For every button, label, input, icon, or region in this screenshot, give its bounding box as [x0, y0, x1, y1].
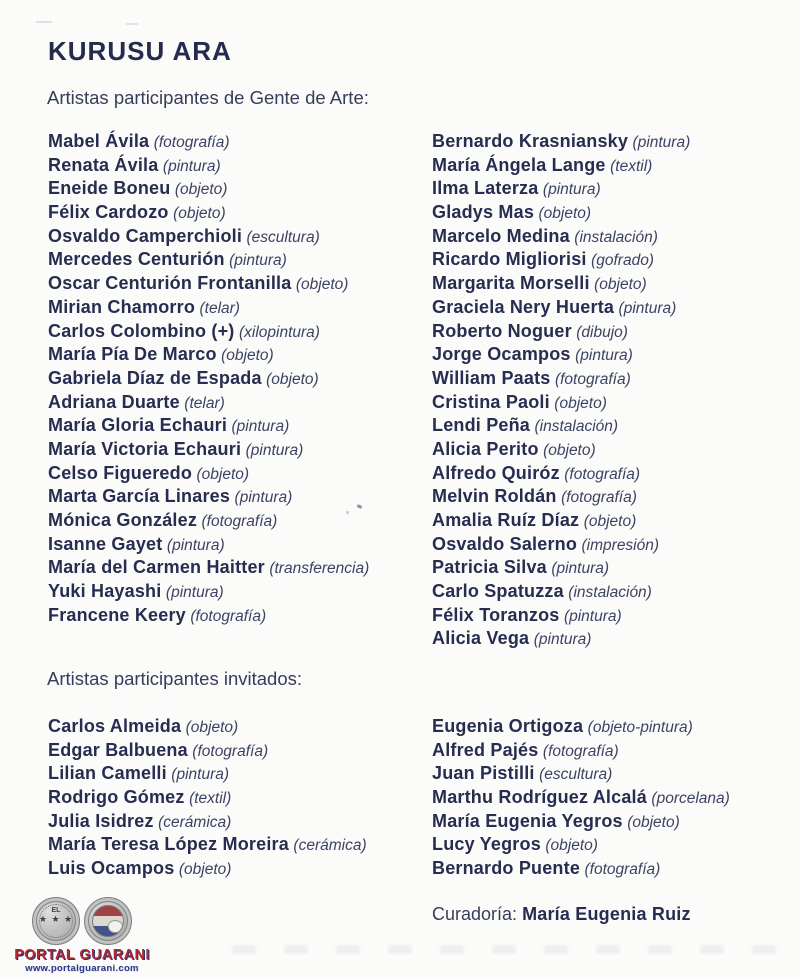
artist-name: Francene Keery: [48, 604, 186, 625]
artist-entry: [432, 201, 690, 225]
artist-medium: (xilopintura): [238, 323, 320, 341]
artist-medium: (objeto): [178, 861, 232, 879]
artist-name: Oscar Centurión Frontanilla: [48, 273, 292, 294]
artist-name: Gladys Mas: [432, 202, 535, 223]
artist-entry: [432, 857, 730, 881]
artist-entry: [432, 343, 690, 367]
artist-name: Félix Toranzos: [432, 604, 560, 625]
artist-name: Roberto Noguer: [432, 320, 572, 341]
artist-entry: [432, 154, 690, 178]
artist-medium: (cerámica): [293, 837, 367, 855]
artist-entry: [432, 627, 690, 651]
artist-entry: [48, 810, 367, 834]
artist-medium: (escultura): [246, 228, 320, 246]
artist-medium: (fotografía): [542, 742, 619, 760]
artist-medium: (objeto): [295, 276, 349, 294]
watermark-brand-text: PORTAL GUARANI: [14, 947, 150, 963]
artist-entry: [432, 604, 690, 628]
artist-name: Ricardo Migliorisi: [432, 249, 587, 270]
artist-medium: (fotografía): [584, 861, 661, 879]
artist-name: Gabriela Díaz de Espada: [48, 367, 262, 388]
artist-entry: [48, 462, 369, 486]
artist-name: Margarita Morselli: [432, 273, 590, 294]
portal-guarani-watermark: [14, 897, 150, 974]
artist-medium: (pintura): [245, 441, 304, 459]
artist-list-invitados-col1: [48, 715, 367, 881]
artist-medium: (objeto): [543, 441, 596, 459]
artist-name: Amalia Ruíz Díaz: [432, 510, 580, 530]
artist-name: Alfredo Quiróz: [432, 462, 560, 483]
artist-entry: [432, 438, 690, 462]
artist-medium: (objeto): [174, 181, 228, 199]
artist-medium: (fotografía): [201, 513, 278, 530]
artist-name: William Paats: [432, 367, 551, 388]
artist-entry: [48, 833, 367, 857]
artist-name: María Victoria Echauri: [48, 438, 242, 459]
artist-medium: (objeto): [266, 370, 319, 388]
artist-name: Alfred Pajés: [432, 739, 539, 760]
artist-medium: (objeto): [173, 205, 226, 223]
artist-entry: [432, 320, 690, 344]
artist-entry: [432, 833, 730, 857]
artist-medium: (fotografía): [561, 489, 637, 507]
scan-speck: [346, 511, 349, 514]
artist-entry: [48, 391, 369, 415]
artist-name: María Pía De Marco: [48, 344, 217, 365]
artist-entry: [432, 296, 690, 320]
artist-name: Mabel Ávila: [48, 131, 150, 151]
artist-name: Patricia Silva: [432, 557, 547, 578]
artist-medium: (objeto): [545, 837, 598, 855]
paraguay-map-seal-icon: [84, 897, 132, 945]
artist-entry: [48, 225, 369, 249]
artist-name: Marcelo Medina: [432, 225, 570, 246]
curator-line: [432, 904, 691, 925]
artist-entry: [48, 485, 369, 509]
artist-name: Celso Figueredo: [48, 462, 193, 483]
artist-entry: [48, 762, 367, 786]
artist-name: Carlos Almeida: [48, 716, 182, 736]
artist-medium: (textil): [610, 157, 653, 175]
artist-list-invitados-col2: [432, 715, 730, 881]
artist-medium: (fotografía): [564, 465, 641, 483]
artist-name: Renata Ávila: [48, 154, 159, 175]
artist-name: Bernardo Puente: [432, 858, 581, 879]
artist-medium: (pintura): [165, 584, 224, 602]
artist-name: Félix Cardozo: [48, 202, 169, 223]
artist-medium: (pintura): [632, 134, 691, 151]
artist-name: Carlo Spatuzza: [432, 581, 564, 602]
artist-entry: [48, 367, 369, 391]
artist-name: María Gloria Echauri: [48, 415, 228, 436]
artist-name: Carlos Colombino (+): [48, 320, 235, 341]
artist-medium: (escultura): [539, 766, 613, 784]
artist-entry: [432, 580, 690, 604]
artist-medium: (pintura): [542, 181, 601, 199]
artist-medium: (objeto): [554, 394, 607, 412]
artist-entry: [48, 272, 369, 296]
artist-name: Marta García Linares: [48, 486, 231, 507]
artist-medium: (pintura): [234, 489, 293, 507]
artist-entry: [432, 533, 690, 557]
artist-medium: (pintura): [551, 560, 610, 578]
artist-entry: [432, 810, 730, 834]
artist-entry: [48, 414, 369, 438]
scan-speck: [36, 21, 52, 23]
artist-medium: (fotografía): [153, 134, 230, 151]
artist-entry: [48, 154, 369, 178]
page-title: KURUSU ARA: [48, 36, 232, 66]
artist-medium: (textil): [189, 790, 232, 808]
artist-medium: (objeto): [196, 465, 250, 483]
artist-medium: (objeto): [221, 347, 274, 365]
scan-speck: [126, 23, 138, 25]
artist-entry: [48, 201, 369, 225]
artist-medium: (pintura): [563, 607, 622, 625]
section-heading-gente-de-arte: Artistas participantes de Gente de Arte:: [47, 87, 369, 108]
artist-entry: [432, 462, 690, 486]
artist-entry: [432, 556, 690, 580]
artist-name: Mercedes Centurión: [48, 249, 225, 270]
artist-name: María Teresa López Moreira: [48, 834, 289, 855]
flag-stripes: [92, 905, 124, 937]
artist-entry: [432, 177, 690, 201]
artist-medium: (instalación): [568, 584, 652, 602]
artist-name: Mirian Chamorro: [48, 296, 196, 317]
artist-name: Lendi Peña: [432, 415, 531, 436]
artist-name: Yuki Hayashi: [48, 581, 162, 602]
artist-name: Alicia Vega: [432, 628, 530, 649]
seal-logos: [14, 897, 150, 945]
artist-entry: [432, 414, 690, 438]
artist-name: Luis Ocampos: [48, 858, 175, 879]
artist-name: Graciela Nery Huerta: [432, 296, 615, 317]
artist-name: María del Carmen Haitter: [48, 557, 265, 578]
artist-name: Juan Pistilli: [432, 763, 535, 784]
artist-entry: [48, 130, 369, 154]
scan-artifact-band: [232, 945, 788, 954]
curator-name: María Eugenia Ruiz: [522, 904, 691, 924]
artist-name: Alicia Perito: [432, 438, 539, 459]
artist-name: Julia Isidrez: [48, 810, 154, 831]
artist-medium: (impresión): [581, 536, 660, 554]
artist-name: Osvaldo Salerno: [432, 533, 578, 554]
artist-medium: (pintura): [171, 766, 230, 784]
artist-entry: [48, 320, 369, 344]
artist-entry: [48, 248, 369, 272]
artist-entry: [48, 177, 369, 201]
artist-medium: (objeto): [538, 205, 592, 223]
artist-medium: (porcelana): [651, 790, 730, 808]
artist-name: Marthu Rodríguez Alcalá: [432, 787, 647, 808]
artist-medium: (fotografía): [554, 370, 631, 388]
artist-name: Mónica González: [48, 510, 198, 530]
section-heading-invitados: Artistas participantes invitados:: [47, 668, 303, 689]
artist-entry: [432, 715, 730, 739]
artist-entry: [432, 509, 690, 533]
artist-entry: [48, 438, 369, 462]
artist-name: Cristina Paoli: [432, 391, 550, 412]
artist-medium: (objeto): [627, 813, 680, 831]
artist-name: Eneide Boneu: [48, 178, 171, 199]
artist-medium: (transferencia): [269, 560, 370, 578]
artist-name: María Eugenia Yegros: [432, 810, 623, 831]
artist-entry: [48, 580, 369, 604]
artist-entry: [432, 225, 690, 249]
artist-medium: (fotografía): [190, 607, 267, 625]
artist-name: Jorge Ocampos: [432, 344, 571, 365]
artist-name: Rodrigo Gómez: [48, 787, 185, 808]
artist-medium: (instalación): [534, 418, 619, 436]
artist-list-gente-col2: [432, 130, 690, 651]
artist-entry: [48, 533, 369, 557]
artist-medium: (telar): [184, 394, 225, 412]
artist-entry: [48, 604, 369, 628]
artist-medium: (objeto-pintura): [587, 719, 693, 736]
artist-name: Bernardo Krasniansky: [432, 131, 629, 151]
artist-entry: [48, 786, 367, 810]
artist-entry: [48, 343, 369, 367]
artist-list-gente-col1: [48, 130, 369, 627]
artist-medium: (objeto): [185, 719, 239, 736]
artist-entry: [432, 786, 730, 810]
watermark-url-text: www.portalguarani.com: [25, 963, 139, 974]
seal-text: EL: [51, 907, 61, 914]
artist-name: Lilian Camelli: [48, 763, 167, 784]
artist-entry: [48, 739, 367, 763]
artist-name: Melvin Roldán: [432, 486, 557, 507]
artist-entry: [48, 509, 369, 533]
artist-medium: (dibujo): [576, 323, 628, 341]
artist-medium: (pintura): [231, 418, 290, 436]
seal-stars: ★ ★ ★: [38, 914, 74, 924]
artist-entry: [432, 391, 690, 415]
artist-entry: [432, 130, 690, 154]
artist-entry: [48, 556, 369, 580]
artist-entry: [48, 715, 367, 739]
artist-entry: [48, 857, 367, 881]
artist-entry: [432, 367, 690, 391]
artist-name: Ilma Laterza: [432, 178, 539, 199]
artist-medium: (gofrado): [591, 252, 654, 270]
artist-entry: [48, 296, 369, 320]
artist-name: Lucy Yegros: [432, 834, 541, 855]
artist-name: Edgar Balbuena: [48, 739, 188, 760]
curator-label: Curadoría:: [432, 904, 518, 924]
artist-medium: (objeto): [583, 513, 637, 530]
artist-medium: (objeto): [594, 276, 647, 294]
artist-medium: (pintura): [162, 157, 221, 175]
artist-medium: (pintura): [575, 347, 633, 365]
artist-name: María Ángela Lange: [432, 154, 606, 175]
artist-medium: (cerámica): [158, 813, 232, 831]
paraguay-coat-seal-icon: [32, 897, 80, 945]
artist-name: Adriana Duarte: [48, 391, 180, 412]
artist-medium: (pintura): [533, 631, 592, 649]
artist-name: Eugenia Ortigoza: [432, 716, 584, 736]
paraguay-map-shape: [107, 919, 124, 935]
artist-medium: (pintura): [229, 252, 287, 270]
artist-entry: [432, 485, 690, 509]
artist-entry: [432, 248, 690, 272]
artist-medium: (pintura): [618, 299, 677, 317]
artist-medium: (instalación): [574, 228, 658, 246]
artist-medium: (telar): [199, 299, 240, 317]
artist-medium: (fotografía): [192, 742, 269, 760]
artist-name: Osvaldo Camperchioli: [48, 225, 243, 246]
artist-entry: [432, 739, 730, 763]
artist-entry: [432, 762, 730, 786]
artist-name: Isanne Gayet: [48, 533, 163, 554]
artist-entry: [432, 272, 690, 296]
artist-medium: (pintura): [166, 536, 225, 554]
